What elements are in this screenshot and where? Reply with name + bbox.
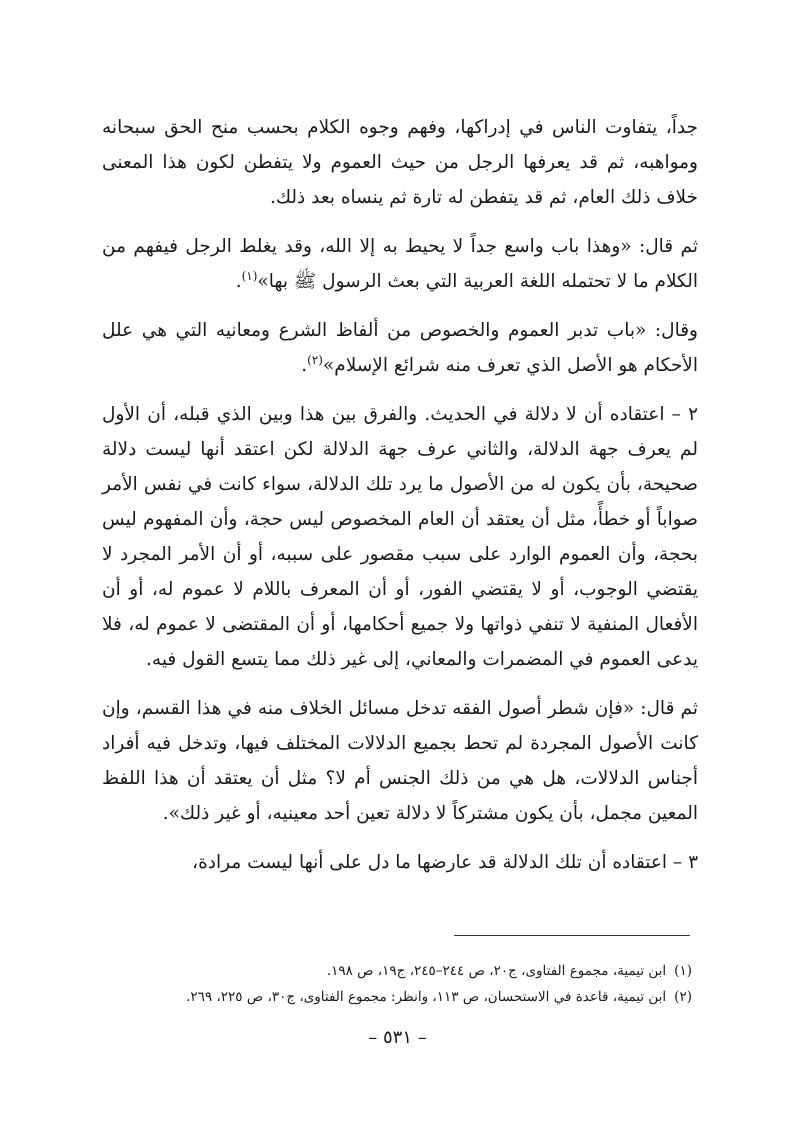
footnote-text: ابن تيمية، قاعدة في الاستحسان، ص ١١٣، وانظر: مجموع الفتاوى، ج٣٠، ص ٢٢٥، ٢٦٩. [186, 989, 667, 1005]
paragraph-text: ٣ – اعتقاده أن تلك الدلالة قد عارضها ما دل على أنها ليست مرادة، [192, 852, 698, 873]
paragraph [102, 229, 698, 299]
paragraph-text: ثم قال: «فإن شطر أصول الفقه تدخل مسائل الخلاف منه في هذا القسم، وإن كانت الأصول المجردة لم تحط بجميع الدلالات المختلف فيها، وتدخل فيه أفراد أجناس الدلالات، هل هي من ذلك الجنس أم لا؟ مثل أن يعتقد أن هذا اللفظ المعين مجمل، بأن يكون مشتركاً لا دلالة تعين أحد معينيه، أو غير ذلك». [102, 698, 698, 824]
paragraph [102, 313, 698, 383]
paragraph [102, 397, 698, 677]
paragraph-text: وقال: «باب تدبر العموم والخصوص من ألفاظ الشرع ومعانيه التي هي علل الأحكام هو الأصل الذي تعرف منه شرائع الإسلام» [102, 320, 698, 376]
paragraph [102, 110, 698, 215]
footnote-ref[interactable]: (١) [241, 268, 258, 283]
footnote-number: (١) [674, 963, 692, 979]
page-number: – ٥٣١ – [368, 1027, 427, 1048]
footnote [102, 984, 692, 1010]
paragraph-text: ٢ – اعتقاده أن لا دلالة في الحديث. والفرق بين هذا وبين الذي قبله، أن الأول لم يعرف جهة الدلالة، والثاني عرف جهة الدلالة لكن اعتقد أنها ليست دلالة صحيحة، بأن يكون له من الأصول ما يرد تلك الدلالة، سواء كانت في نفس الأمر صواباً أو خطأً، مثل أن يعتقد أن العام المخصوص ليس حجة، وأن المفهوم ليس بحجة، وأن العموم الوارد على سبب مقصور على سببه، أو أن الأمر المجرد لا يقتضي الوجوب، أو لا يقتضي الفور، أو أن المعرف باللام لا عموم له، أو أن الأفعال المنفية لا تنفي ذواتها ولا جميع أحكامها، أو أن المقتضى لا عموم له، فلا يدعى العموم في المضمرات والمعاني، إلى غير ذلك مما يتسع القول فيه. [102, 404, 698, 670]
footnote [102, 958, 692, 984]
footnote-separator [454, 935, 690, 936]
paragraph-text: ثم قال: «وهذا باب واسع جداً لا يحيط به إلا الله، وقد يغلط الرجل فيفهم من الكلام ما لا تحتمله اللغة العربية التي بعث الرسول ﷺ بها» [102, 236, 698, 292]
footnotes [102, 958, 692, 1010]
footnote-number: (٢) [674, 989, 692, 1005]
paragraph [102, 691, 698, 831]
paragraph-text: جداً، يتفاوت الناس في إدراكها، وفهم وجوه الكلام بحسب منح الحق سبحانه ومواهبه، ثم قد يعرفها الرجل من حيث العموم ولا يتفطن لكون هذا المعنى خلاف ذلك العام، ثم قد يتفطن له تارة ثم ينساه بعد ذلك. [102, 117, 698, 208]
footnote-text: ابن تيمية، مجموع الفتاوى، ج٢٠، ص ٢٤٤–٢٤٥، ج١٩، ص ١٩٨. [326, 963, 667, 979]
paragraph-end: . [235, 271, 242, 292]
paragraph-end: . [301, 355, 308, 376]
footnote-ref[interactable]: (٢) [307, 352, 323, 367]
paragraph [102, 845, 698, 880]
body-text [102, 110, 698, 894]
